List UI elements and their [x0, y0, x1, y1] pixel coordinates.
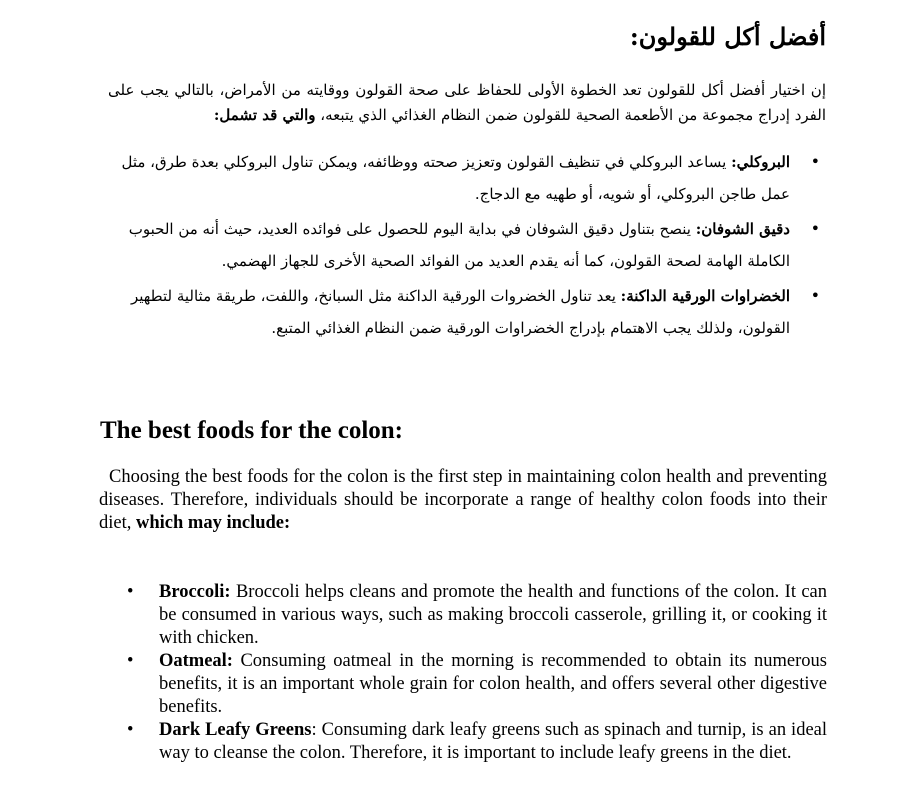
arabic-intro-paragraph [108, 78, 826, 128]
bullet-icon: • [810, 286, 820, 305]
english-item-text: : Consuming dark leafy greens such as spinach and turnip, is an ideal way to cleanse the colon. Therefore, it is important to include leafy greens in the diet. [159, 720, 828, 763]
arabic-list-item [100, 146, 826, 210]
arabic-item-text: يعد تناول الخضروات الورقية الداكنة مثل السبانخ، واللفت، طريقة مثالية لتطهير القولون، ولذلك يجب الاهتمام بإدراج الخضراوات الورقية ضمن النظام الغذائي المتبع. [130, 287, 790, 337]
english-item-text: Consuming oatmeal in the morning is recommended to obtain its numerous benefits, it is an important whole grain for colon health, and offers several other digestive benefits. [159, 651, 827, 717]
english-list-item [100, 719, 827, 765]
bullet-icon: • [127, 651, 134, 671]
english-item-term: Oatmeal: [159, 651, 233, 671]
english-intro-text: Choosing the best foods for the colon is the first step in maintaining colon health and preventing diseases. Therefore, individuals should be incorporate a range of healthy colon foods into their diet, [99, 467, 827, 533]
arabic-item-term: دقيق الشوفان: [695, 220, 790, 238]
english-item-term: Broccoli: [159, 582, 231, 602]
arabic-list-item [100, 213, 826, 277]
arabic-food-list [100, 146, 826, 347]
english-intro-paragraph [99, 466, 827, 535]
english-item-term: Dark Leafy Greens [159, 720, 312, 740]
arabic-item-text: يساعد البروكلي في تنظيف القولون وتعزيز صحته ووظائفه، ويمكن تناول البروكلي بعدة طرق، مثل عمل طاجن البروكلي، أو شويه، أو طهيه مع الدجاج. [121, 153, 790, 203]
arabic-list-item [100, 280, 826, 344]
arabic-intro-text: إن اختيار أفضل أكل للقولون تعد الخطوة الأولى للحفاظ على صحة القولون ووقايته من الأمراض، بالتالي يجب على الفرد إدراج مجموعة من الأطعمة الصحية للقولون ضمن النظام الغذائي الذي يتبعه، [108, 81, 826, 124]
bullet-icon: • [810, 152, 820, 171]
arabic-item-text: ينصح بتناول دقيق الشوفان في بداية اليوم للحصول على فوائده العديد، حيث أنه من الحبوب الكاملة الهامة لصحة القولون، كما أنه يقدم العديد من الفوائد الصحية الأخرى للجهاز الهضمي. [128, 220, 790, 270]
arabic-item-term: الخضراوات الورقية الداكنة: [620, 287, 790, 305]
bullet-icon: • [810, 219, 820, 238]
bullet-icon: • [127, 720, 134, 740]
english-item-text: Broccoli helps cleans and promote the health and functions of the colon. It can be consumed in various ways, such as making broccoli casserole, grilling it, or cooking it with chicken. [159, 582, 827, 648]
bullet-icon: • [127, 582, 134, 602]
english-list-item [100, 650, 827, 719]
arabic-item-term: البروكلي: [731, 153, 790, 171]
english-title: The best foods for the colon: [100, 417, 404, 444]
english-food-list [100, 581, 827, 765]
english-list-item [100, 581, 827, 650]
english-intro-bold: which may include: [136, 513, 291, 533]
arabic-intro-bold: والتي قد تشمل: [213, 106, 316, 124]
arabic-title: أفضل أكل للقولون: [629, 22, 826, 51]
